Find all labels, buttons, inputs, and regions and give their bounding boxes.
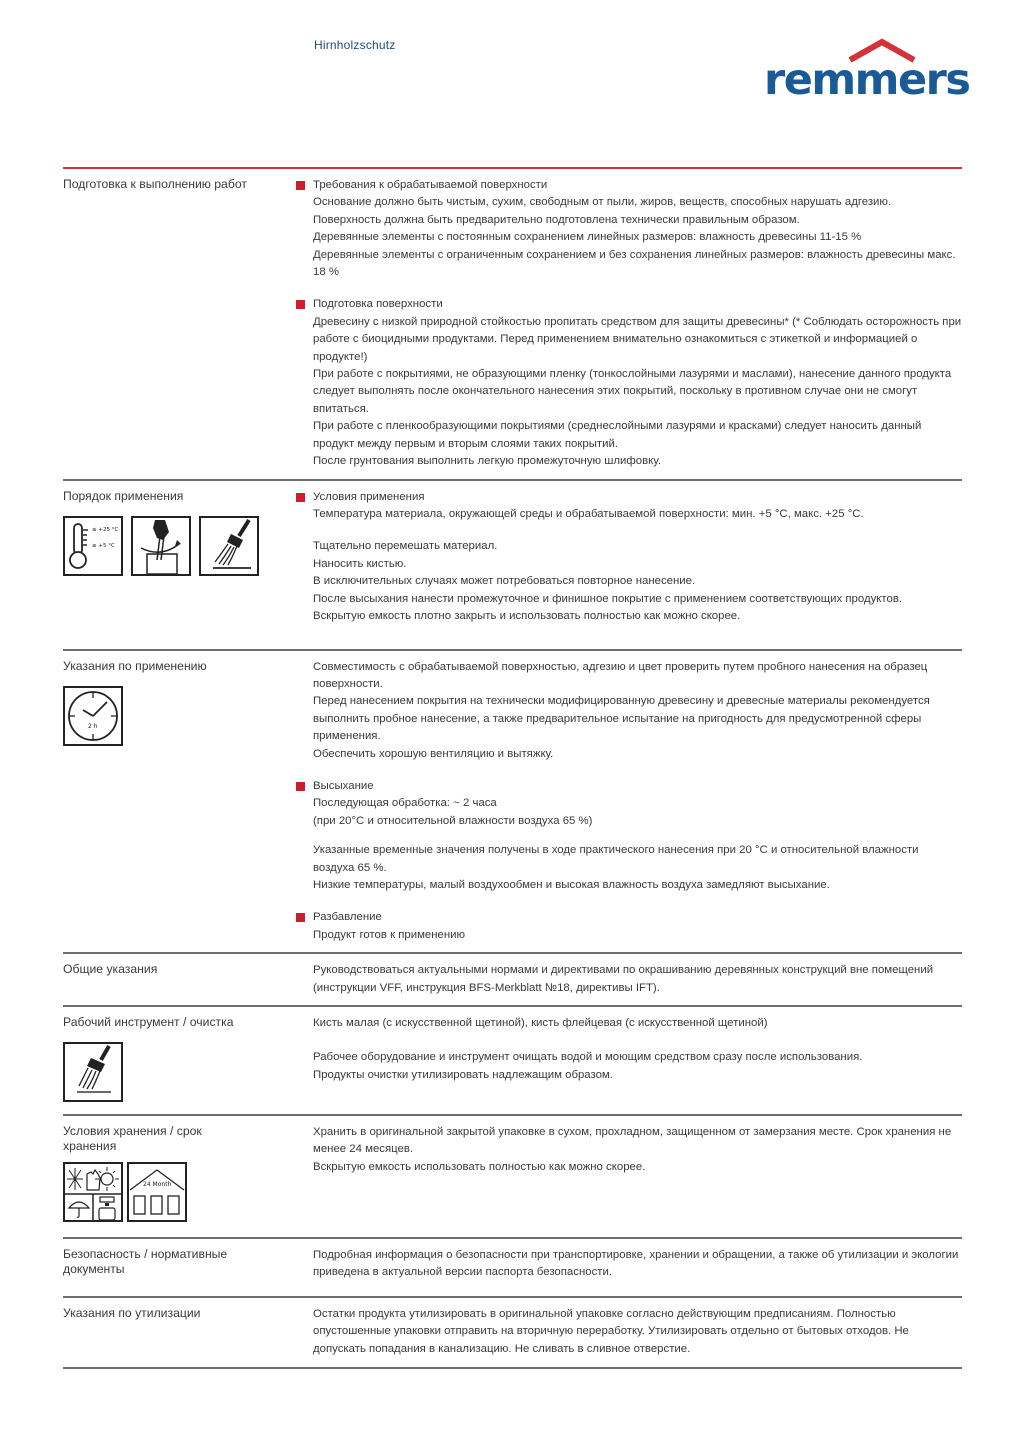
red-bullet-icon xyxy=(296,181,305,190)
sections-table xyxy=(63,169,962,1369)
document-title: Hirnholzschutz xyxy=(314,38,396,52)
clock-label: 2 h xyxy=(88,722,98,730)
section-application-notes xyxy=(63,651,962,955)
paragraph: Рабочее оборудование и инструмент очищать водой и моющим средством сразу после использования. xyxy=(313,1051,863,1064)
paragraph: Поверхность должна быть предварительно подготовлена технически правильным образом. xyxy=(313,213,800,226)
thermo-max-label: ≤ +25 °C xyxy=(92,526,119,533)
paragraph: Вскрытую емкость использовать полностью как можно скорее. xyxy=(313,1160,646,1173)
clock-icon xyxy=(63,686,123,746)
paragraph: Совместимость с обрабатываемой поверхностью, адгезию и цвет проверить путем пробного нанесения на образец поверхности. xyxy=(313,660,928,690)
paragraph: Перед нанесением покрытия на технически модифицированную древесину и древесные материалы рекомендуется выполнить пробное нанесение, а также предварительное испытание на пригодность для предусмотренной сферы применения. xyxy=(313,695,930,743)
paragraph: Указанные временные значения получены в ходе практического нанесения при 20 °C и относительной влажности воздуха 65 %. xyxy=(313,844,919,874)
section-label: Условия хранения / срок хранения xyxy=(63,1124,202,1153)
paragraph: Температура материала, окружающей среды и обрабатываемой поверхности: мин. +5 °C, макс. +25 °C. xyxy=(313,507,864,520)
block-heading: Требования к обрабатываемой поверхности xyxy=(313,179,548,191)
paragraph: Хранить в оригинальной закрытой упаковке в сухом, прохладном, защищенном от замерзания месте. Срок хранения не менее 24 месяцев. xyxy=(313,1126,952,1156)
paragraph: Кисть малая (с искусственной щетиной), кисть флейцевая (с искусственной щетиной) xyxy=(313,1017,768,1029)
section-label: Порядок применения xyxy=(63,488,184,503)
block-heading: Условия применения xyxy=(313,490,425,503)
section-storage xyxy=(63,1116,962,1239)
red-bullet-icon xyxy=(296,913,305,922)
section-safety xyxy=(63,1239,962,1298)
paragraph: Наносить кистью. xyxy=(313,557,407,570)
section-general-notes xyxy=(63,954,962,1007)
paragraph: Основание должно быть чистым, сухим, свободным от пыли, жиров, веществ, способных нарушать адгезию. xyxy=(313,196,892,209)
section-application-procedure xyxy=(63,481,962,651)
block-heading: Высыхание xyxy=(313,779,374,792)
section-tools-cleaning xyxy=(63,1007,962,1116)
thermometer-icon xyxy=(63,516,123,576)
section-label: Указания по утилизации xyxy=(63,1306,201,1320)
paragraph: (при 20°C и относительной влажности воздуха 65 %) xyxy=(313,814,593,827)
paragraph: Последующая обработка: ~ 2 часа xyxy=(313,797,497,810)
paragraph: В исключительных случаях может потребоваться повторное нанесение. xyxy=(313,575,696,588)
paragraph: Продукты очистки утилизировать надлежащим образом. xyxy=(313,1068,613,1081)
paragraph: Обеспечить хорошую вентиляцию и вытяжку. xyxy=(313,747,554,760)
block-heading: Разбавление xyxy=(313,911,382,924)
paragraph: Вскрытую емкость плотно закрыть и использовать полностью как можно скорее. xyxy=(313,609,741,622)
paragraph: При работе с покрытиями, не образующими пленку (тонкослойными лазурями и маслами), нанесение данного продукта следует выполнять после окончательного нанесения этих покрытий, поскольку в противном случае они не смогут впитаться. xyxy=(313,368,952,415)
section-label: Общие указания xyxy=(63,962,158,977)
section-label: Безопасность / нормативные документы xyxy=(63,1247,228,1276)
paragraph: Деревянные элементы с постоянным сохранением линейных размеров: влажность древесины 11-15 % xyxy=(313,231,862,244)
stir-icon xyxy=(131,516,191,576)
paragraph: Продукт готов к применению xyxy=(313,928,466,941)
paragraph: Тщательно перемешать материал. xyxy=(313,540,498,553)
thermo-min-label: ≥ +5 °C xyxy=(92,542,115,549)
section-label: Рабочий инструмент / очистка xyxy=(63,1015,234,1029)
remmers-logo xyxy=(764,38,970,105)
paragraph: Низкие температуры, малый воздухообмен и высокая влажность воздуха замедляют высыхание. xyxy=(313,878,830,891)
shelf-life-icon xyxy=(127,1162,187,1222)
brush-icon xyxy=(199,516,259,576)
storage-conditions-icon xyxy=(63,1162,123,1222)
paragraph: После грунтования выполнить легкую промежуточную шлифовку. xyxy=(313,455,661,468)
paragraph: После высыхания нанести промежуточное и финишное покрытие с применением соответствующих продуктов. xyxy=(313,592,903,605)
paragraph: Деревянные элементы с ограниченным сохранением и без сохранения линейных размеров: влажность древесины макс. 18 % xyxy=(313,248,956,279)
section-label: Подготовка к выполнению работ xyxy=(63,177,247,191)
logo-text: remmers xyxy=(764,55,970,105)
section-preparation xyxy=(63,169,962,481)
paragraph: При работе с пленкообразующими покрытиями (среднеслойными лазурями и красками) следует наносить данный продукт между первым и вторым слоями таких покрытий. xyxy=(313,420,922,450)
paragraph: Подробная информация о безопасности при транспортировке, хранении и обращении, а также об утилизации и экологии приведена в актуальной версии паспорта безопасности. xyxy=(313,1249,959,1279)
red-bullet-icon xyxy=(296,782,305,791)
brush-icon xyxy=(63,1042,123,1102)
paragraph: Древесину с низкой природной стойкостью пропитать средством для защиты древесины* (* Соблюдать осторожность при работе с биоцидными продуктами. Перед применением внимательно ознакомиться с этикеткой и информацией о продукте!) xyxy=(313,315,962,363)
block-heading: Подготовка поверхности xyxy=(313,298,443,311)
shelf-life-label: 24 Month xyxy=(143,1181,172,1188)
paragraph: Руководствоваться актуальными нормами и директивами по окрашиванию деревянных конструкций вне помещений (инструкции VFF, инструкция BFS-Merkblatt №18, директивы IFT). xyxy=(313,964,934,994)
paragraph: Остатки продукта утилизировать в оригинальной упаковке согласно действующим предписаниям. Полностью опустошенные упаковки отправить на вторичную переработку. Утилизировать отдельно от бытовых отходов. Не допускать попадания в канализацию. Не сливать в сливное отверстие. xyxy=(313,1308,909,1355)
red-bullet-icon xyxy=(296,493,305,502)
section-label: Указания по применению xyxy=(63,658,207,673)
red-bullet-icon xyxy=(296,300,305,309)
section-disposal xyxy=(63,1298,962,1369)
